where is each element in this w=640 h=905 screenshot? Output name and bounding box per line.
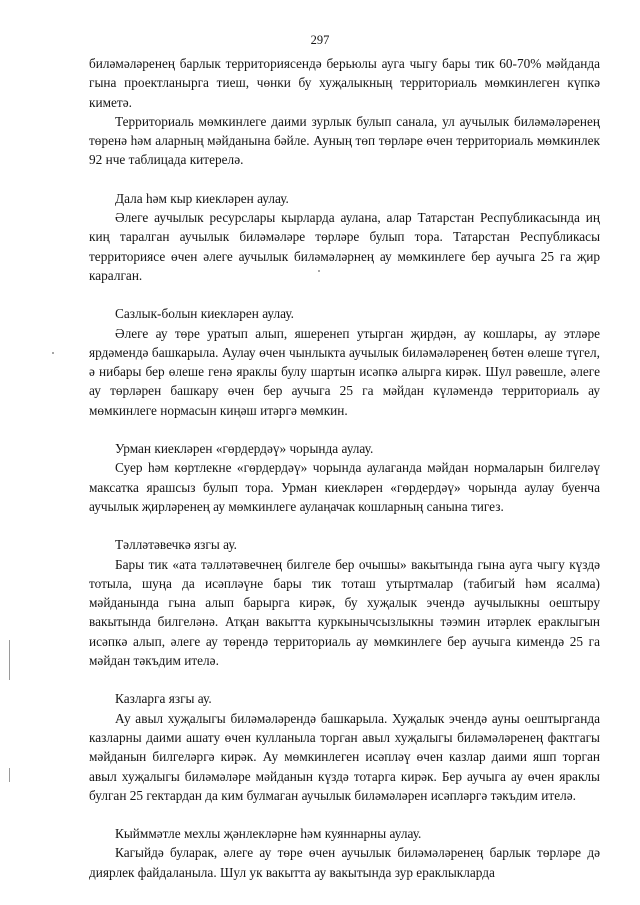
paragraph-gap bbox=[89, 170, 600, 189]
page-number: 297 bbox=[310, 33, 330, 47]
scan-dot bbox=[52, 352, 54, 354]
scan-margin-mark bbox=[9, 640, 10, 680]
section-heading: Сазлык-болын киекләрен аулау. bbox=[115, 306, 294, 322]
paragraph-gap bbox=[89, 516, 600, 535]
paragraph-gap bbox=[89, 420, 600, 439]
paragraph: Әлеге ау төре уратып алып, яшеренеп утырган җирдән, ау кошлары, ау этләре ярдәмендә башкарыла. Аулау өчен чынлыкта аучылык биләмәләренең бөтен өлеше түгел, ә нибары бер өлеше генә яраклы булу шартын исәпкә алырга кирәк. Шул рәвешле, әлеге ау төрләрен башкару өчен бер аучыга 25 га мәйдан күләмендә территориаль ау мөмкинлеге нормасын киңәш итәргә мөмкин. bbox=[89, 325, 600, 418]
section-heading: Казларга язгы ау. bbox=[115, 691, 212, 707]
paragraph: Территориаль мөмкинлеге даими зурлык булып санала, ул аучылык биләмәләренең төренә һәм аларның мәйданына бәйле. Ауның төп төрләре өчен территориаль мөмкинлек 92 нче таблицада китерелә. bbox=[89, 113, 600, 168]
section-heading: Тәлләтәвечкә язгы ау. bbox=[115, 537, 238, 553]
document-body bbox=[89, 54, 600, 882]
section-heading: Дала һәм кыр киекләрен аулау. bbox=[115, 190, 289, 206]
section-heading: Кыйммәтле мехлы җәнлекләрне һәм куяннарны аулау. bbox=[115, 826, 422, 842]
paragraph-gap bbox=[89, 285, 600, 304]
paragraph: Суер һәм көртлекне «гөрдердәү» чорында аулаганда мәйдан нормаларын билгеләү максатка ярашсыз булып тора. Урман киекләрен «гөрдердәү» чорында аулау буенча аучылык җирләренең ау мөмкинлеге аулаңачак кошларның санына тигез. bbox=[89, 460, 600, 514]
section-heading: Урман киекләрен «гөрдердәү» чорында аулау. bbox=[115, 441, 374, 457]
paragraph: биләмәләренең барлык территориясендә берьюлы ауга чыгу бары тик 60-70% мәйданда гына проектланырга тиеш, чөнки бу хуҗалыкның территориаль мөмкинлеген күпкә киметә. bbox=[89, 56, 600, 110]
scan-margin-mark bbox=[9, 768, 10, 782]
paragraph: Бары тик «ата тәлләтәвечнең билгеле бер очышы» вакытында гына ауга чыгу күздә тотыла, шуңа да исәпләүне бары тик тоташ утыртмалар (табигый һәм ясалма) мәйданында гына алып барырга кирәк, бу хуҗалык эчендә аучылыкны оештыру вакытында билгеләнә. Атқан вакытта куркынычсызлыкны тәэмин итәрлек ераклыгын исәпкә алып, әлеге ау төрендә территориаль ау мөмкинлеге бер аучыга кимендә 25 га мәйдан тәкъдим ителә. bbox=[89, 556, 600, 669]
paragraph: Кагыйдә буларак, әлеге ау төре өчен аучылык биләмәләренең барлык төрләре дә диярлек файдаланыла. Шул ук вакытта ау вакытында зур ераклыкларда bbox=[89, 845, 600, 880]
paragraph: Әлеге аучылык ресурслары кырларда аулана, алар Татарстан Республикасында иң киң таралган аучылык биләмәләре төрләре булып тора. Татарстан Республикасы территориясе өчен әлеге аучылык биләмәләрнең ау мөмкинлеге бер аучыга 25 га җир каралган. bbox=[89, 210, 600, 283]
paragraph: Ау авыл хуҗалыгы биләмәләрендә башкарыла. Хуҗалык эчендә ауны оештырганда казларны даими ашату өчен кулланыла торган авыл хуҗалыгы биләмәләренең фактгагы мәйданын билгеләргә кирәк. Ау мөмкинлеген исәпләү өчен казлар даими яшп торган авыл хуҗалыгы биләмәләре мәйданын күздә тотарга кирәк. Бер аучыга ау өчен яраклы булган 25 гектардан да ким булмаган аучылык биләмәләрен исәпләргә тәкъдим ителә. bbox=[89, 710, 600, 803]
paragraph-gap bbox=[89, 670, 600, 689]
paragraph-gap bbox=[89, 805, 600, 824]
